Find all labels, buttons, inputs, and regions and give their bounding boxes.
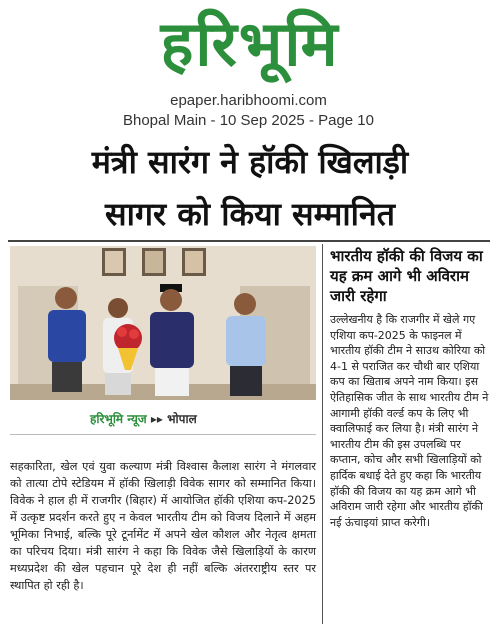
edition-info: Bhopal Main - 10 Sep 2025 - Page 10 <box>122 112 374 129</box>
sidebar-body: उल्लेखनीय है कि राजगीर में खेले गए एशिया कप-2025 के फाइनल में भारतीय हॉकी टीम ने साउथ कोरिया को 4-1 से पराजित कर चौथी बार एशिया कप का खिताब अपने नाम किया। इस ऐतिहासिक जीत के साथ भारतीय टीम ने आगामी हॉकी वर्ल्ड कप के लिए भी क्वालिफाई कर लिया है। मंत्री सारंग ने भारतीय टीम की इस उपलब्धि पर कप्तान, कोच और सभी खिलाड़ियों को हार्दिक बधाई देते हुए कहा कि भारतीय हॉकी की विजय का यह क्रम आगे भी अविराम जारी रहेगा और भारतीय हॉकी नई ऊंचाइयां प्राप्त करेगी। <box>330 313 489 529</box>
masthead <box>0 0 497 129</box>
byline-city: भोपाल <box>167 412 197 426</box>
divider <box>8 240 490 242</box>
news-photo <box>10 246 316 400</box>
byline <box>90 410 260 430</box>
headline-line-1: मंत्री सारंग ने हॉकी खिलाड़ी <box>91 143 409 181</box>
byline-brand: हरिभूमि न्यूज <box>90 412 147 426</box>
headline-line-2: सागर को किया सम्मानित <box>105 195 395 233</box>
site-url[interactable]: epaper.haribhoomi.com <box>170 92 327 109</box>
column-divider <box>322 244 323 624</box>
byline-separator-icon: ▸▸ <box>150 412 163 426</box>
article-body: सहकारिता, खेल एवं युवा कल्याण मंत्री विश्वास कैलाश सारंग ने मंगलवार को तात्या टोपे स्टेडियम में हॉकी खिलाड़ी विवेक सागर को सम्मानित किया। विवेक ने हाल ही में राजगीर (बिहार) में आयोजित हॉकी एशिया कप-2025 में उत्कृष्ट प्रदर्शन करते हुए न केवल भारतीय टीम को विजय दिलाने में अहम भूमिका निभाई, बल्कि पूरे टूर्नामेंट में अपने खेल कौशल और नेतृत्व क्षमता का परिचय दिया। मंत्री सारंग ने कहा कि विवेक जैसे खिलाड़ियों के कारण मध्यप्रदेश की खेल पहचान पूरे देश ही नहीं बल्कि अंतरराष्ट्रीय स्तर पर स्थापित हो रही है। <box>10 460 316 592</box>
newspaper-logo: हरिभूमि <box>160 7 340 80</box>
divider <box>10 434 316 435</box>
sidebar-heading: भारतीय हॉकी की विजय का यह क्रम आगे भी अविराम जारी रहेगा <box>330 247 483 305</box>
